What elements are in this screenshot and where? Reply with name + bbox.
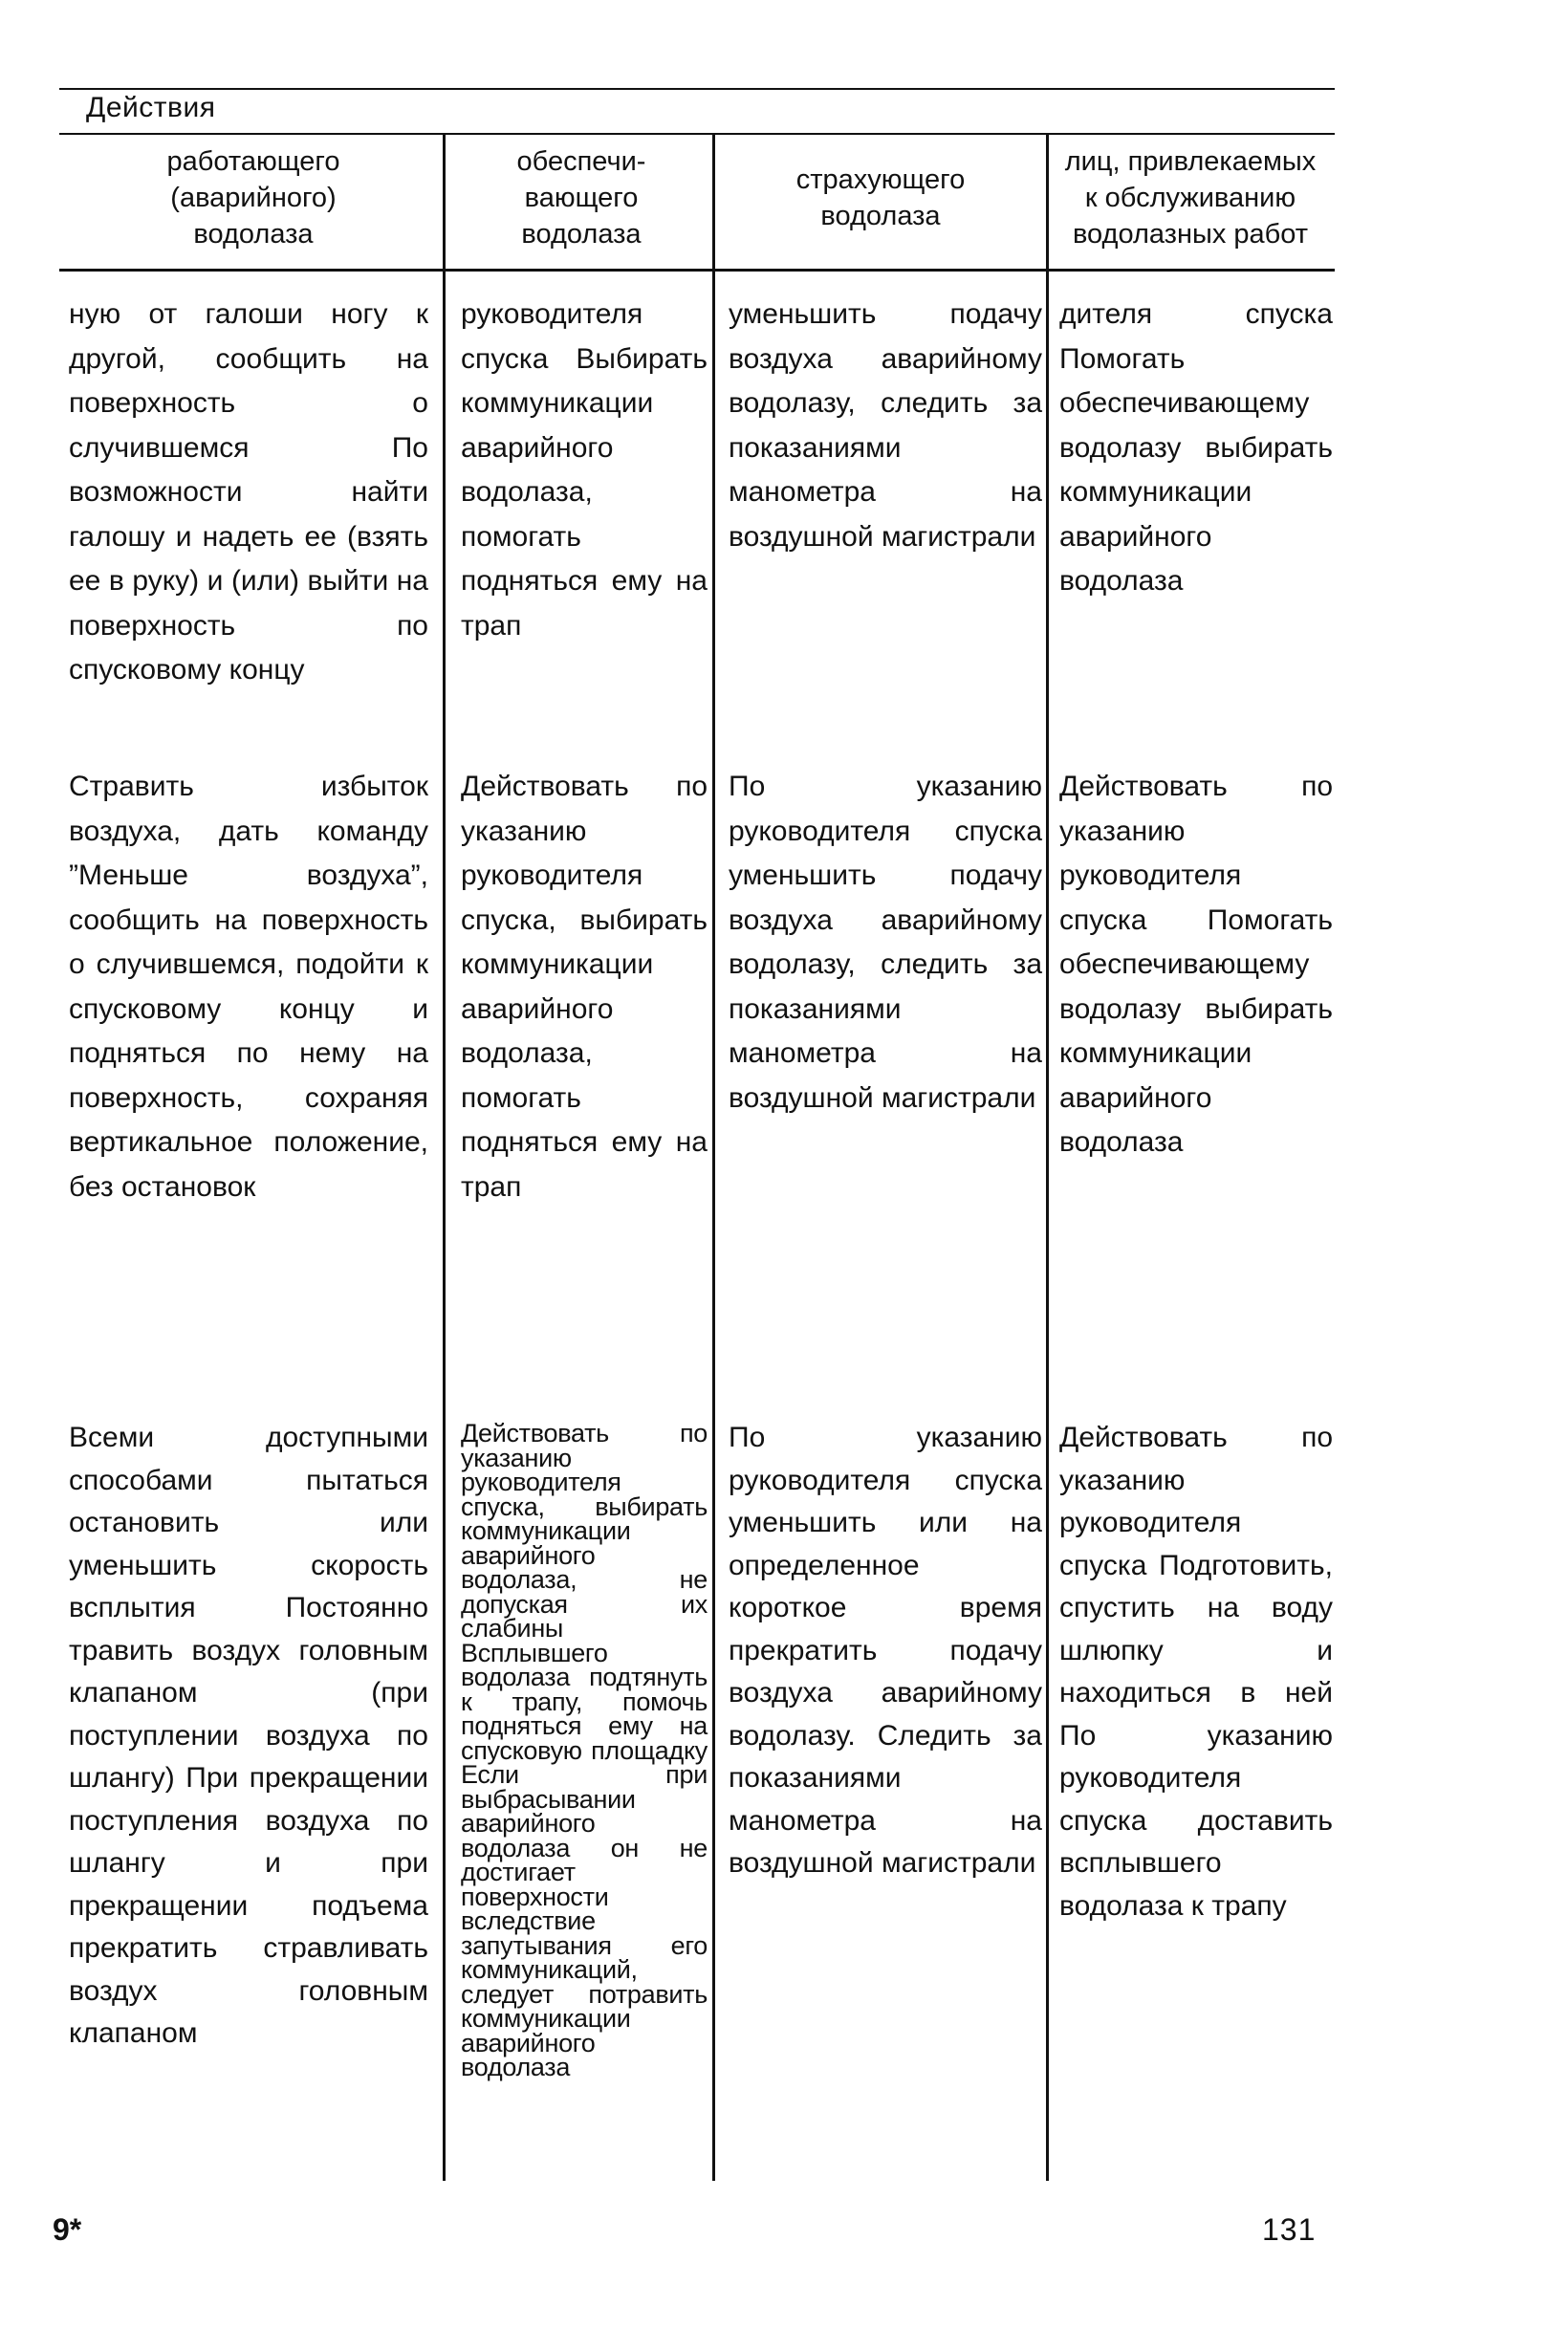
column-divider — [1046, 135, 1049, 2181]
table-cell: Стравить избыток воздуха, дать команду ”Меньше воздуха”, сообщить на поверхность о случившемся, подойти к спусковому концу и подняться по нему на поверхность, сохраняя вертикальное положение, без остановок — [69, 771, 428, 1203]
table-cell: ную от галоши ногу к другой, сообщить на поверхность о случившемся По возможности найти галошу и надеть ее (взять ее в руку) и (или) выйти на поверхность по спусковому концу — [69, 298, 428, 686]
table-cell: Действовать по указанию руководителя спуска Помогать обеспечивающему водолазу выбирать коммуникации аварийного водолаза — [1059, 771, 1333, 1158]
table-cell: Действовать по указанию руководителя спуска Подготовить, спустить на воду шлюпку и находиться в ней По указанию руководителя спуска доставить всплывшего водолаза к трапу — [1059, 1422, 1333, 1922]
column-header-safety: страхующего водолаза — [795, 164, 966, 231]
column-header-rule — [59, 269, 1335, 272]
table-cell: Всеми доступными способами пытаться остановить или уменьшить скорость всплытия Постоянно травить воздух головным клапаном (при поступлении воздуха по шлангу) При прекращении поступления воздуха по шлангу и при прекращении подъема прекратить стравливать воздух головным клапаном — [69, 1422, 428, 2049]
table-cell: дителя спуска Помогать обеспечивающему водолазу выбирать коммуникации аварийного водолаза — [1059, 298, 1333, 597]
header-rule — [59, 133, 1335, 135]
table-cell: Действовать по указанию руководителя спуска, выбирать коммуникации аварийного водолаза, не допуская их слабины Всплывшего водолаза подтянуть к трапу, помочь подняться ему на спусковую площадку Если при выбрасывании аварийного водолаза он не достигает поверхности вследствие запутывания его коммуникаций, следует потравить коммуникации аварийного водолаза — [461, 1419, 708, 2081]
table-cell: Действовать по указанию руководителя спуска, выбирать коммуникации аварийного водолаза, помогать подняться ему на трап — [461, 771, 708, 1203]
column-divider — [712, 135, 715, 2181]
table-cell: руководителя спуска Выбирать коммуникации аварийного водолаза, помогать подняться ему на трап — [461, 298, 708, 642]
group-header: Действия — [86, 92, 216, 123]
table-cell: По указанию руководителя спуска уменьшить или на определенное короткое время прекратить подачу воздуха аварийному водолазу. Следить за показаниями манометра на воздушной магистрали — [729, 1422, 1042, 1879]
page-number: 131 — [1262, 2212, 1317, 2247]
column-divider — [443, 135, 446, 2181]
table-cell: уменьшить подачу воздуха аварийному водолазу, следить за показаниями манометра на воздушной магистрали — [729, 298, 1042, 553]
column-header-support: обеспечи- вающего водолаза — [516, 146, 646, 250]
signature-mark: 9* — [53, 2212, 82, 2247]
column-header-working: работающего (аварийного) водолаза — [166, 146, 340, 250]
column-header-others: лиц, привлекаемых к обслуживанию водолазных работ — [1064, 146, 1317, 250]
top-rule — [59, 88, 1335, 90]
table-cell: По указанию руководителя спуска уменьшить подачу воздуха аварийному водолазу, следить за показаниями манометра на воздушной магистрали — [729, 771, 1042, 1114]
